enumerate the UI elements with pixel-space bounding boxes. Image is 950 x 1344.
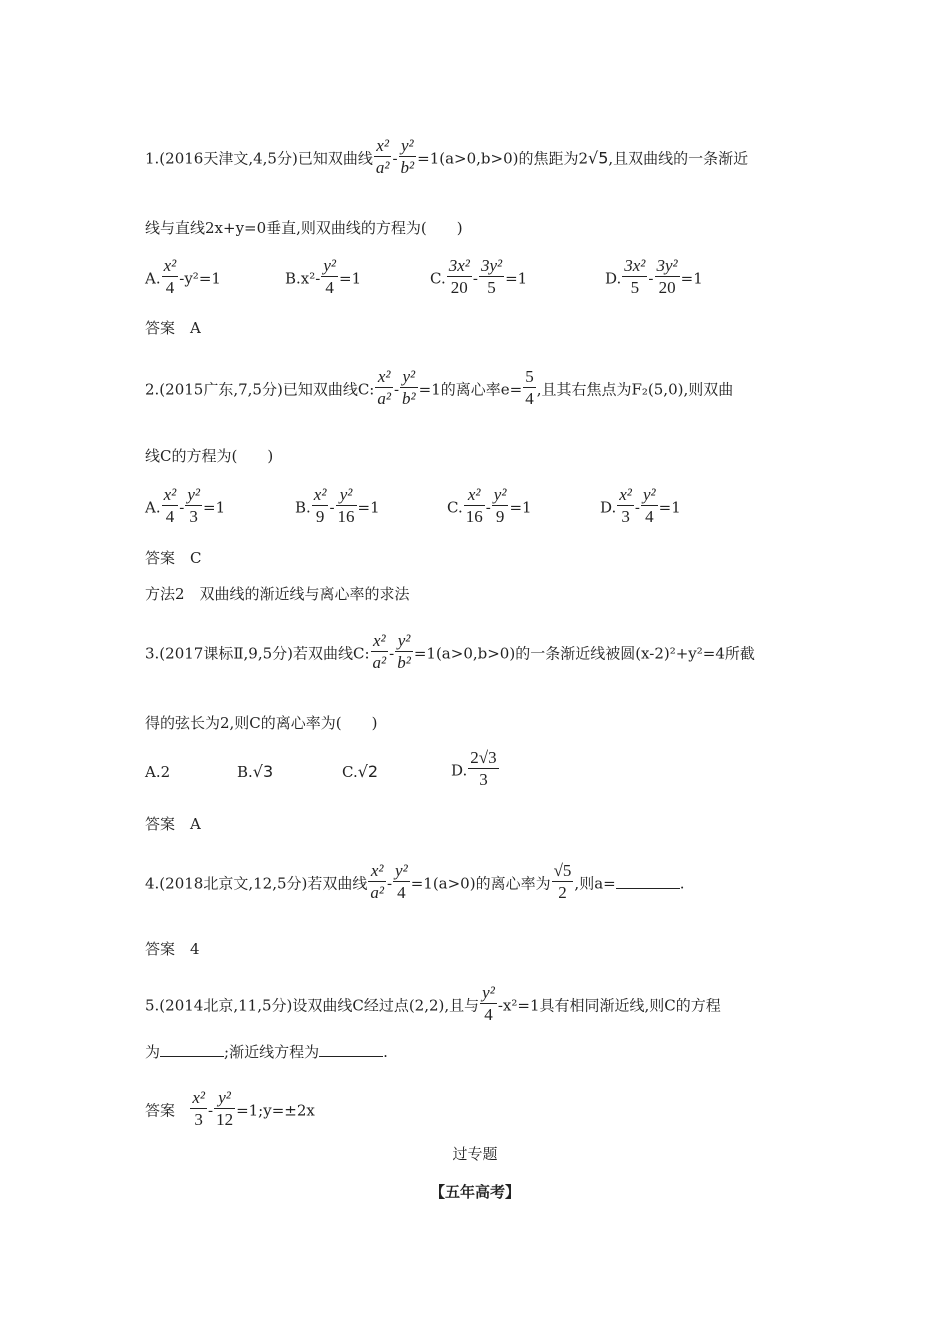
q3-option-c: C.√2: [342, 762, 379, 781]
question-3-line2: 得的弦长为2,则C的离心率为( ): [145, 714, 378, 732]
q1-option-a: A. $\frac{\text{x²}}{4}$ -y²=1: [145, 256, 221, 297]
question-3-options: [145, 750, 825, 794]
question-2-line2: 线C的方程为( ): [145, 447, 274, 465]
q5-answer: 答案 $\frac{\text{x²}}{3}$ - $\frac{\text{y²}}{12}$ =1;y=±2x: [145, 1088, 315, 1129]
answer-blank-asymptote[interactable]: [319, 1042, 383, 1057]
question-4-line1: 4.(2018北京文,12,5分)若双曲线 $\frac{\text{x²}}{\text{a²}}$ - $\frac{\text{y²}}{4}$ =1(a>0)的离心率为 $\frac{√5}{2}$ ,则a= .: [145, 861, 685, 902]
q2-option-a: A. $\frac{\text{x²}}{4}$ - $\frac{\text{y²}}{3}$ =1: [145, 485, 226, 526]
sqrt5: √5: [588, 148, 609, 168]
question-3-line1: 3.(2017课标Ⅱ,9,5分)若双曲线C: $\frac{\text{x²}}{\text{a²}}$ - $\frac{\text{y²}}{\text{b²}}$ =1(a>0,b>0)的一条渐近线被圆(x-2)²+y²=4所截: [145, 631, 755, 672]
q4-answer: 答案 4: [145, 940, 200, 958]
section-subtitle: 【五年高考】: [429, 1183, 520, 1201]
answer-blank-equation[interactable]: [160, 1042, 224, 1057]
q3-option-d: D. $\frac{2√3}{3}$: [451, 748, 497, 789]
q2-option-c: C. $\frac{\text{x²}}{16}$ - $\frac{\text{y²}}{9}$ =1: [447, 485, 532, 526]
q1-answer: 答案 A: [145, 319, 201, 337]
method-heading: 方法2 双曲线的渐近线与离心率的求法: [145, 585, 410, 603]
question-2-line1: 2.(2015广东,7,5分)已知双曲线C: $\frac{\text{x²}}{\text{a²}}$ - $\frac{\text{y²}}{\text{b²}}$ =1的离心率e= $\frac{5}{4}$ ,且其右焦点为F₂(5,0),则双曲: [145, 367, 734, 408]
fraction-x2-a2: $\frac{\text{x²}}{\text{a²}}$: [375, 136, 390, 177]
question-1-options: [145, 258, 825, 302]
q3-option-a: A.2: [145, 763, 171, 781]
q2-option-b: B. $\frac{\text{x²}}{9}$ - $\frac{\text{y²}}{16}$ =1: [295, 485, 380, 526]
q3-answer: 答案 A: [145, 815, 201, 833]
q1-eq-tail: =1(a>0,b>0)的焦距为2: [417, 149, 589, 168]
question-2-options: [145, 487, 825, 531]
answer-blank[interactable]: [616, 874, 680, 889]
question-1-line1: 1.(2016天津文,4,5分)已知双曲线 $\frac{\text{x²}}{\text{a²}}$ - $\frac{\text{y²}}{\text{b²}}$ =1(a>0,b>0)的焦距为2√5,且双曲线的一条渐近: [145, 136, 749, 177]
question-5-line1: 5.(2014北京,11,5分)设双曲线C经过点(2,2),且与 $\frac{\text{y²}}{4}$ -x²=1具有相同渐近线,则C的方程: [145, 983, 721, 1024]
q1-prefix: 1.(2016天津文,4,5分)已知双曲线: [145, 149, 373, 168]
q1-option-d: D. $\frac{\text{3x²}}{5}$ - $\frac{\text{3y²}}{20}$ =1: [605, 256, 703, 297]
fraction-y2-b2: $\frac{\text{y²}}{\text{b²}}$: [400, 136, 415, 177]
q1-option-b: B.x²- $\frac{\text{y²}}{4}$ =1: [285, 256, 362, 297]
q1-option-c: C. $\frac{\text{3x²}}{20}$ - $\frac{\text{3y²}}{5}$ =1: [430, 256, 528, 297]
q2-answer: 答案 C: [145, 549, 202, 567]
q1-tail: ,且双曲线的一条渐近: [608, 149, 749, 168]
q2-option-d: D. $\frac{\text{x²}}{3}$ - $\frac{\text{y²}}{4}$ =1: [600, 485, 681, 526]
section-title: 过专题: [452, 1145, 498, 1163]
question-1-line2: 线与直线2x+y=0垂直,则双曲线的方程为( ): [145, 219, 463, 237]
q3-option-b: B.√3: [237, 762, 274, 781]
question-5-line2: 为 ;渐近线方程为 .: [145, 1043, 388, 1061]
